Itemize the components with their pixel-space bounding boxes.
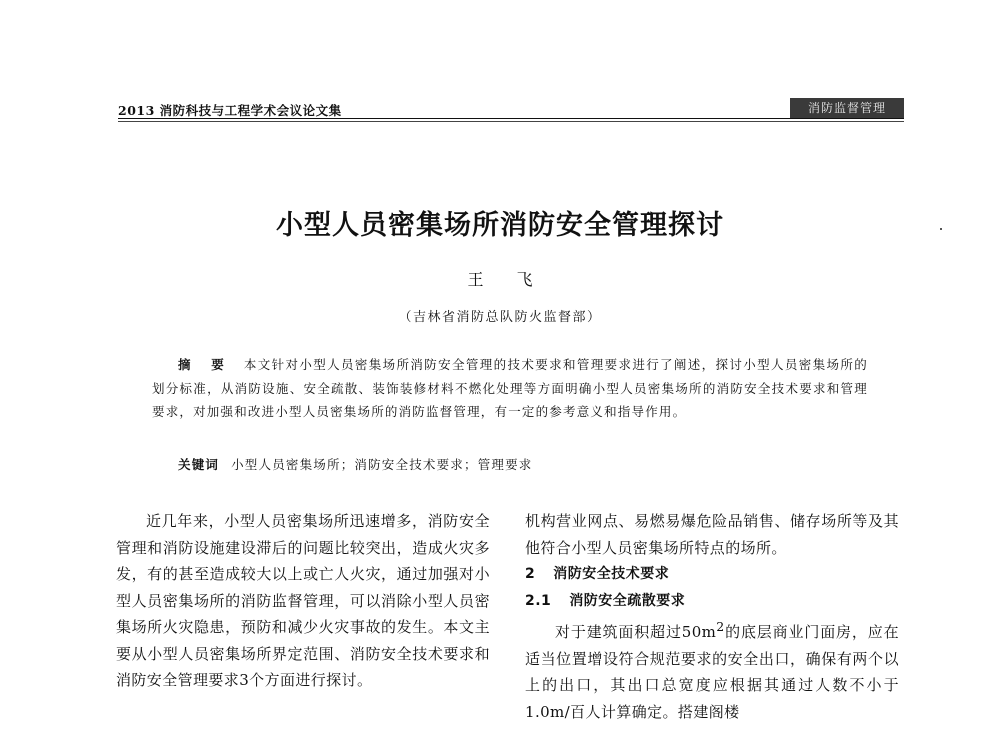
keywords-text: 小型人员密集场所；消防安全技术要求；管理要求 [231,457,533,472]
section-number-2: 2 [525,566,536,582]
article-title: 小型人员密集场所消防安全管理探讨 [276,210,724,241]
evacuation-text-part1: 对于建筑面积超过50m [555,623,717,641]
abstract-label: 摘 要 [178,357,232,372]
section-heading-2 [525,561,899,588]
article-affiliation: （吉林省消防总队防火监督部） [398,310,602,325]
evacuation-text-part2: 的底层商业门面房，应在适当位置增设符合规范要求的安全出口，确保有两个以上的出口，其出口总宽度应根据其通过人数不小于1.0m/百人计算确定。搭建阁楼 [525,623,899,721]
header-rule [118,118,904,119]
section-badge: 消防监督管理 [790,98,904,118]
body-column-left [116,508,490,694]
keywords [178,455,533,473]
section-title-2-1: 消防安全疏散要求 [569,592,686,609]
section-number-2-1: 2.1 [525,592,552,609]
article-author: 王 飞 [467,270,547,289]
abstract [152,353,868,424]
section-title-2: 消防安全技术要求 [553,566,670,582]
keywords-label: 关键词 [178,457,220,472]
abstract-text: 本文针对小型人员密集场所消防安全管理的技术要求和管理要求进行了阐述，探讨小型人员密集场所的划分标准，从消防设施、安全疏散、装饰装修材料不燃化处理等方面明确小型人员密集场所的消防安全技术要求和管理要求，对加强和改进小型人员密集场所的消防监督管理，有一定的参考意义和指导作用。 [152,357,868,419]
section-heading-2-1 [525,588,899,615]
evacuation-paragraph [525,614,899,725]
header-rule-thin [118,121,904,122]
running-header: 2013 消防科技与工程学术会议论文集 [118,103,342,118]
body-column-right [525,508,899,725]
superscript-2: 2 [716,619,725,634]
intro-paragraph: 近几年来，小型人员密集场所迅速增多，消防安全管理和消防设施建设滞后的问题比较突出，造成火灾多发，有的甚至造成较大以上或亡人火灾，通过加强对小型人员密集场所的消防监督管理，可以消除小型人员密集场所火灾隐患，预防和减少火灾事故的发生。本文主要从小型人员密集场所界定范围、消防安全技术要求和消防安全管理要求3个方面进行探讨。 [116,512,490,689]
continuation-paragraph: 机构营业网点、易燃易爆危险品销售、储存场所等及其他符合小型人员密集场所特点的场所。 [525,512,899,557]
